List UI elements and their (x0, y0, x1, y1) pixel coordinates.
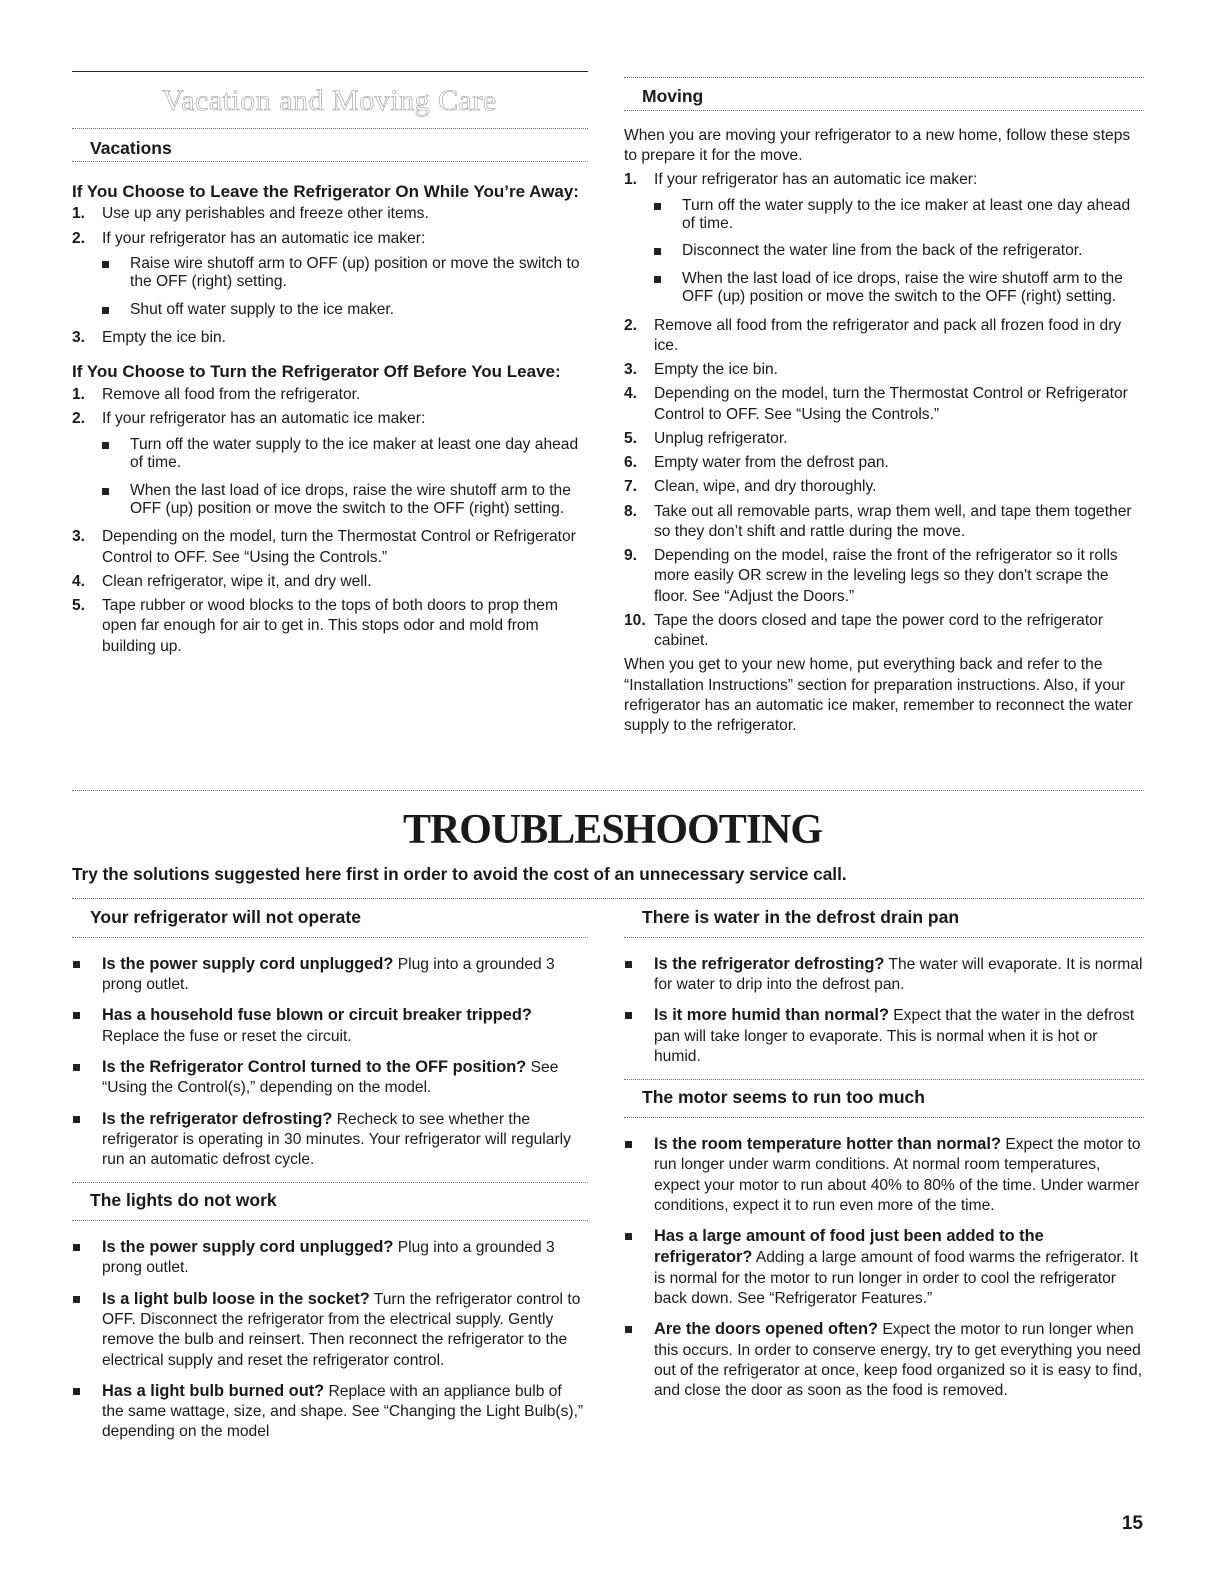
list-item: 1. Use up any perishables and freeze other items. (72, 205, 429, 223)
list-item: Has a large amount of food just been added to the refrigerator? Adding a large amount of food warms the refrigerator. It is normal for the motor to run longer in order to cool the refrigerator back down. See “Refrigerator Features.” (624, 1226, 1144, 1309)
motor-title: The motor seems to run too much (642, 1087, 925, 1108)
bullet-item: Disconnect the water line from the back of the refrigerator. (654, 242, 1144, 260)
bullet-item: When the last load of ice drops, raise the wire shutoff arm to the OFF (up) position or move the switch to the OFF (right) setting. (654, 270, 1144, 307)
section-divider-rule (72, 790, 1144, 791)
list-item: 7. Clean, wipe, and dry thoroughly. (624, 478, 877, 496)
moving-closing: When you get to your new home, put everything back and refer to the “Installation Instructions” section for preparation instructions. Also, if your refrigerator has an automatic ice maker, remember to reconnect the water supply to the refrigerator. (624, 656, 1133, 735)
list-item: 3. Depending on the model, turn the Thermostat Control or Refrigerator Control to OFF. See “Using the Controls.” (72, 528, 576, 566)
list-item: 10. Tape the doors closed and tape the power cord to the refrigerator cabinet. (624, 611, 1104, 650)
ts-right-column (624, 900, 1144, 1411)
ice-maker-bullets (654, 197, 1144, 307)
troubleshooting-intro: Try the solutions suggested here first in order to avoid the cost of an unnecessary service call. (72, 864, 847, 884)
vacations-top-rule (72, 128, 588, 129)
turn-off-heading: If You Choose to Turn the Refrigerator Off Before You Leave: (72, 362, 561, 382)
moving-intro: When you are moving your refrigerator to a new home, follow these steps to prepare it for the move. (624, 126, 1131, 165)
list-item: 1. Remove all food from the refrigerator. (72, 386, 361, 404)
not-operate-rule (72, 937, 588, 938)
ice-maker-bullets (102, 255, 587, 319)
list-item: Is it more humid than normal? Expect that the water in the defrost pan will take longer to evaporate. This is normal when it is hot or humid. (624, 1005, 1144, 1067)
lights-top-rule (72, 1182, 588, 1183)
list-item: Is the power supply cord unplugged? Plug into a grounded 3 prong outlet. (72, 1237, 587, 1279)
motor-list (624, 1134, 1144, 1401)
list-item: 5. Tape rubber or wood blocks to the tops of both doors to prop them open far enough for air to get in. This stops odor and mold from building up. (72, 597, 558, 655)
motor-top-rule (624, 1079, 1144, 1080)
list-item: 9. Depending on the model, raise the front of the refrigerator so it rolls more easily OR screw in the leveling legs so they don't scrape the floor. See “Adjust the Doors.” (624, 547, 1118, 605)
list-item: Is the Refrigerator Control turned to the OFF position? See “Using the Control(s),” depending on the model. (72, 1057, 587, 1099)
list-item: 2. If your refrigerator has an automatic ice maker: Turn off the water supply to the ice maker at least one day ahead of time. When the last load of ice drops, raise the wire shutoff arm to the OFF (up) position or move the switch to the OFF (right) setting. (72, 409, 587, 518)
list-item: 8. Take out all removable parts, wrap them well, and tape them together so they don’t shift and rattle during the move. (624, 502, 1132, 540)
bullet-item: Shut off water supply to the ice maker. (102, 301, 587, 319)
water-pan-list (624, 954, 1144, 1067)
water-pan-title: There is water in the defrost drain pan (642, 907, 960, 927)
list-item: 4. Clean refrigerator, wipe it, and dry well. (72, 572, 372, 590)
not-operate-title: Your refrigerator will not operate (90, 907, 361, 927)
leave-on-heading: If You Choose to Leave the Refrigerator On While You’re Away: (72, 181, 579, 201)
turn-off-steps (72, 385, 587, 657)
motor-rule (624, 1117, 1144, 1118)
bullet-item: When the last load of ice drops, raise the wire shutoff arm to the OFF (up) position or move the switch to the OFF (right) setting. (102, 482, 587, 519)
list-item: 1. If your refrigerator has an automatic ice maker: Turn off the water supply to the ice maker at least one day ahead of time. Disconnect the water line from the back of the refrigerator. When the last load of ice drops, raise the wire shutoff arm to the OFF (up) position or move the switch to the OFF (right) setting. (624, 170, 1144, 306)
list-item: Is the power supply cord unplugged? Plug into a grounded 3 prong outlet. (72, 954, 587, 996)
ice-maker-bullets (102, 436, 587, 519)
list-item: 6. Empty water from the defrost pan. (624, 454, 889, 472)
top-rule (72, 71, 588, 72)
list-item: 2. If your refrigerator has an automatic ice maker: Raise wire shutoff arm to OFF (up) position or move the switch to the OFF (right) setting. Shut off water supply to the ice maker. (72, 229, 587, 319)
vacations-title: Vacations (90, 138, 172, 158)
lights-list (72, 1237, 587, 1443)
bullet-item: Raise wire shutoff arm to OFF (up) position or move the switch to the OFF (right) setting. (102, 255, 587, 292)
vacations-column (72, 131, 587, 661)
lights-title: The lights do not work (90, 1190, 277, 1211)
list-item: Is the room temperature hotter than normal? Expect the motor to run longer under warm conditions. At normal room temperatures, expect your motor to run about 40% to 80% of the time. Under warmer conditions, expect it to run even more of the time. (624, 1134, 1144, 1216)
list-item: Has a household fuse blown or circuit breaker tripped? Replace the fuse or reset the circuit. (72, 1005, 587, 1047)
list-item: 4. Depending on the model, turn the Thermostat Control or Refrigerator Control to OFF. See “Using the Controls.” (624, 385, 1128, 423)
list-item: Is the refrigerator defrosting? Recheck to see whether the refrigerator is operating in 30 minutes. Your refrigerator will regularly run an automatic defrost cycle. (72, 1109, 587, 1171)
list-item: 2. Remove all food from the refrigerator and pack all frozen food in dry ice. (624, 316, 1122, 354)
list-item: Is the refrigerator defrosting? The water will evaporate. It is normal for water to drip into the defrost pan. (624, 954, 1144, 996)
bullet-item: Turn off the water supply to the ice maker at least one day ahead of time. (654, 197, 1144, 234)
bullet-item: Turn off the water supply to the ice maker at least one day ahead of time. (102, 436, 587, 473)
list-item: Has a light bulb burned out? Replace with an appliance bulb of the same wattage, size, and shape. See “Changing the Light Bulb(s),” depending on the model (72, 1381, 587, 1443)
lights-rule (72, 1220, 588, 1221)
moving-steps (624, 170, 1144, 651)
moving-column (624, 79, 1144, 741)
list-item: Is a light bulb loose in the socket? Turn the refrigerator control to OFF. Disconnect the refrigerator from the electrical supply. Gently remove the bulb and reinsert. Then reconnect the refrigerator to the electrical supply and reset the refrigerator control. (72, 1289, 587, 1371)
leave-on-steps (72, 204, 587, 348)
list-item: 3. Empty the ice bin. (72, 329, 226, 347)
moving-top-rule (624, 77, 1144, 78)
list-item: 3. Empty the ice bin. (624, 361, 778, 379)
page-number: 15 (1121, 1513, 1143, 1534)
moving-title: Moving (642, 86, 704, 106)
troubleshooting-title: TROUBLESHOOTING (402, 807, 823, 853)
ts-left-column (72, 900, 587, 1453)
not-operate-list (72, 954, 587, 1171)
list-item: Are the doors opened often? Expect the motor to run longer when this occurs. In order to conserve energy, try to get everything you need out of the refrigerator at once, keep food organized so it is easy to find, and close the door as soon as the food is removed. (624, 1319, 1144, 1401)
water-pan-rule (624, 937, 1144, 938)
list-item: 5. Unplug refrigerator. (624, 429, 788, 447)
vacation-moving-banner: Vacation and Moving Care (162, 84, 497, 117)
ts-intro-rule (72, 898, 1144, 899)
